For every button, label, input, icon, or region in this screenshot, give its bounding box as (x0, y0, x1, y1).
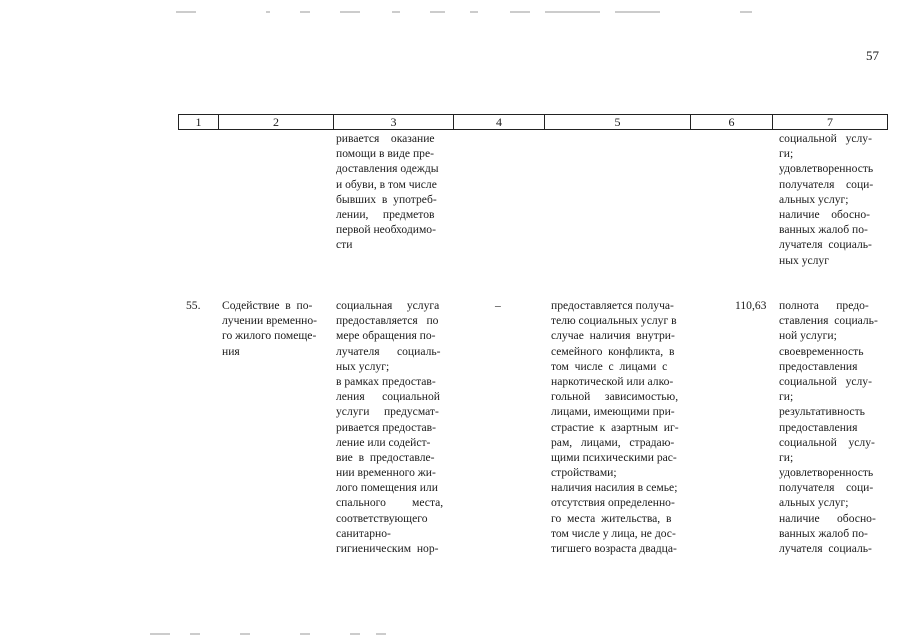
text-line: санитарно- (336, 526, 391, 540)
text-line: ривается оказание (336, 132, 435, 145)
header-col-5: 5 (545, 115, 691, 129)
text-line: ги; (779, 147, 794, 161)
text-line: услуги предусмат- (336, 405, 439, 419)
row55-service-name (222, 298, 330, 359)
text-line: ги; (779, 390, 794, 404)
row55-col4-dash: – (495, 299, 501, 312)
text-line: лучении временно- (222, 314, 318, 328)
text-line: социальной услу- (779, 435, 875, 449)
text-line: ставления социаль- (779, 314, 878, 328)
text-line: результативность (779, 405, 865, 419)
text-line: ривается предостав- (336, 420, 437, 434)
text-line: го места жительства, в (551, 511, 672, 525)
text-line: ния (222, 344, 240, 358)
text-line: социальной услу- (779, 374, 872, 388)
row55-description (336, 298, 448, 556)
text-line: наличие обосно- (779, 207, 871, 221)
text-line: лучателя социаль- (336, 344, 441, 358)
header-col-6: 6 (691, 115, 773, 129)
text-line: нии временного жи- (336, 466, 436, 480)
text-line: мере обращения по- (336, 329, 436, 343)
text-line: том числе с лицами с (551, 359, 668, 373)
text-line: стройствами; (551, 466, 617, 480)
text-line: соответствующего (336, 511, 428, 525)
text-line: лении, предметов (336, 207, 435, 221)
text-line: наличие обосно- (779, 511, 876, 525)
header-col-7: 7 (827, 115, 833, 129)
text-line: наркотической или алко- (551, 374, 674, 388)
text-line: случае наличия внутри- (551, 329, 675, 343)
text-line: предоставления (779, 359, 858, 373)
text-line: бывших в употреб- (336, 192, 437, 206)
text-line: семейного конфликта, в (551, 344, 675, 358)
continuation-col3 (336, 131, 448, 253)
text-line: помощи в виде пре- (336, 147, 434, 161)
text-line: наличия насилия в семье; (551, 481, 678, 495)
text-line: Содействие в по- (222, 299, 313, 312)
text-line: ление или содейст- (336, 435, 431, 449)
text-line: гольной зависимостью, (551, 390, 679, 404)
page-number: 57 (866, 48, 879, 63)
text-line: ванных жалоб по- (779, 526, 868, 540)
text-line: и обуви, в том числе (336, 177, 437, 191)
row55-quality-indicators (779, 298, 887, 556)
text-line: первой необходимо- (336, 223, 436, 237)
text-line: доставления одежды (336, 162, 439, 176)
text-line: альных услуг; (779, 496, 849, 510)
text-line: лучателя социаль- (779, 542, 872, 555)
text-line: ных услуг; (336, 359, 390, 373)
text-line: телю социальных услуг в (551, 314, 677, 328)
text-line: социальная услуга (336, 299, 440, 312)
text-line: социальной услу- (779, 132, 872, 145)
text-line: рам, лицами, страдаю- (551, 435, 675, 449)
text-line: том числе у лица, не дос- (551, 526, 676, 540)
text-line: ления социальной (336, 390, 440, 404)
text-line: получателя соци- (779, 481, 874, 495)
text-line: лучателя социаль- (779, 238, 872, 252)
text-line: удовлетворенность (779, 466, 874, 480)
text-line: спального места, (336, 496, 444, 510)
text-line: гигиеническим нор- (336, 542, 439, 555)
header-col-4: 4 (454, 115, 545, 129)
text-line: получателя соци- (779, 177, 874, 191)
header-col-2: 2 (219, 115, 334, 129)
header-col-1: 1 (179, 115, 219, 129)
text-line: го жилого помеще- (222, 329, 317, 343)
row55-number: 55. (186, 299, 201, 312)
text-line: предоставления (779, 420, 858, 434)
header-col-3: 3 (334, 115, 454, 129)
text-line: предоставляется по (336, 314, 439, 328)
text-line: удовлетворенность (779, 162, 874, 176)
row55-tariff: 110,63 (735, 299, 767, 312)
text-line: щими психическими рас- (551, 450, 677, 464)
text-line: сти (336, 238, 353, 252)
text-line: страстие к азартным иг- (551, 420, 679, 434)
continuation-col7 (779, 131, 887, 268)
text-line: ванных жалоб по- (779, 223, 868, 237)
text-line: вие в предоставле- (336, 450, 435, 464)
text-line: ных услуг (779, 253, 829, 267)
text-line: альных услуг; (779, 192, 849, 206)
text-line: полнота предо- (779, 299, 869, 312)
text-line: предоставляется получа- (551, 299, 674, 312)
text-line: своевременность (779, 344, 864, 358)
text-line: ной услуги; (779, 329, 837, 343)
table-header-row (178, 114, 888, 130)
text-line: в рамках предостав- (336, 374, 436, 388)
text-line: тигшего возраста двадца- (551, 542, 677, 555)
row55-conditions (551, 298, 693, 556)
text-line: лого помещения или (336, 481, 438, 495)
text-line: ги; (779, 450, 794, 464)
text-line: лицами, имеющими при- (551, 405, 675, 419)
text-line: отсутствия определенно- (551, 496, 675, 510)
